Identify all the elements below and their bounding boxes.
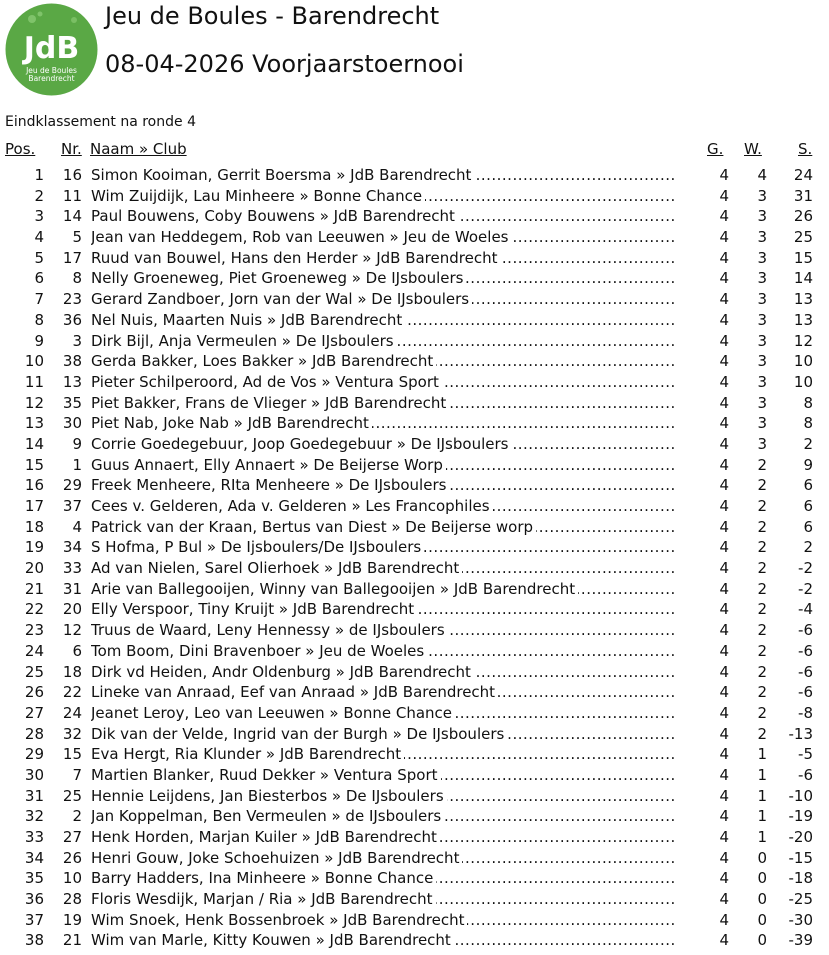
table-row — [0, 475, 829, 496]
row-number: 18 — [62, 662, 82, 681]
row-number: 10 — [62, 869, 82, 888]
row-number: 25 — [62, 786, 82, 805]
row-team-name: Henk Horden, Marjan Kuiler » JdB Barendrecht ..... — [91, 827, 676, 848]
row-games: 4 — [719, 910, 729, 929]
row-wins: 3 — [757, 434, 767, 453]
row-position: 6 — [34, 269, 44, 288]
row-position: 11 — [24, 372, 44, 391]
row-number: 34 — [62, 538, 82, 557]
row-games: 4 — [719, 372, 729, 391]
row-wins: 2 — [757, 703, 767, 722]
row-score: 6 — [803, 476, 813, 495]
col-header-pos: Pos. — [5, 140, 36, 158]
row-number: 38 — [62, 352, 82, 371]
row-team-name: Freek Menheere, RIta Menheere » De IJsboulers ..... — [91, 475, 676, 496]
table-row — [0, 268, 829, 289]
table-row — [0, 744, 829, 765]
row-team-name: Corrie Goedegebuur, Joop Goedegebuur » De IJsboulers ..... — [91, 434, 676, 455]
row-wins: 2 — [757, 641, 767, 660]
row-team-name: Tom Boom, Dini Bravenboer » Jeu de Woeles ..... — [91, 641, 676, 662]
row-score: -2 — [798, 559, 813, 578]
table-row — [0, 848, 829, 869]
row-wins: 2 — [757, 683, 767, 702]
row-team-name: Floris Wesdijk, Marjan / Ria » JdB Barendrecht ..... — [91, 889, 676, 910]
row-position: 5 — [34, 248, 44, 267]
table-row — [0, 786, 829, 807]
row-position: 24 — [24, 641, 44, 660]
row-wins: 0 — [757, 869, 767, 888]
row-score: 10 — [793, 372, 813, 391]
row-team-name: Dirk Bijl, Anja Vermeulen » De IJsboulers ..... — [91, 331, 676, 352]
row-games: 4 — [719, 807, 729, 826]
row-position: 13 — [24, 414, 44, 433]
row-score: -30 — [788, 910, 813, 929]
row-position: 7 — [34, 290, 44, 309]
row-wins: 3 — [757, 331, 767, 350]
row-games: 4 — [719, 559, 729, 578]
row-score: 6 — [803, 497, 813, 515]
row-wins: 3 — [757, 290, 767, 309]
row-wins: 2 — [757, 476, 767, 495]
table-row — [0, 413, 829, 434]
row-number: 4 — [72, 517, 82, 536]
row-wins: 0 — [757, 910, 767, 929]
table-row — [0, 434, 829, 455]
row-score: 8 — [803, 393, 813, 412]
table-row — [0, 930, 829, 951]
row-wins: 3 — [757, 352, 767, 371]
row-position: 34 — [24, 848, 44, 867]
row-number: 7 — [72, 765, 82, 784]
row-games: 4 — [719, 621, 729, 640]
row-score: 26 — [793, 207, 813, 226]
row-score: -13 — [788, 724, 813, 743]
row-position: 28 — [24, 724, 44, 743]
row-position: 36 — [24, 890, 44, 909]
row-team-name: S Hofma, P Bul » De Ijsboulers/De IJsboulers ..... — [91, 537, 676, 558]
row-number: 26 — [62, 848, 82, 867]
club-logo — [4, 2, 99, 97]
row-position: 25 — [24, 662, 44, 681]
row-wins: 1 — [757, 786, 767, 805]
row-games: 4 — [719, 352, 729, 371]
row-team-name: Piet Nab, Joke Nab » JdB Barendrecht ..... — [91, 413, 676, 434]
row-games: 4 — [719, 703, 729, 722]
row-number: 8 — [72, 269, 82, 288]
row-team-name: Dirk vd Heiden, Andr Oldenburg » JdB Barendrecht ..... — [91, 662, 676, 683]
row-score: 31 — [793, 186, 813, 205]
logo-subtext-1: Jeu de Boules — [26, 66, 77, 75]
row-number: 27 — [62, 828, 82, 846]
row-games: 4 — [719, 455, 729, 474]
table-row — [0, 331, 829, 352]
row-score: 14 — [793, 269, 813, 288]
row-score: -6 — [798, 683, 813, 702]
row-games: 4 — [719, 476, 729, 495]
row-team-name: Hennie Leijdens, Jan Biesterbos » De IJsboulers ..... — [91, 786, 676, 807]
row-number: 29 — [62, 476, 82, 495]
row-score: -20 — [788, 828, 813, 846]
row-team-name: Eva Hergt, Ria Klunder » JdB Barendrecht ..... — [91, 744, 676, 765]
row-number: 12 — [62, 621, 82, 640]
row-number: 3 — [72, 331, 82, 350]
row-team-name: Barry Hadders, Ina Minheere » Bonne Chance ..... — [91, 868, 676, 889]
table-row — [0, 703, 829, 724]
row-position: 17 — [24, 497, 44, 515]
row-position: 8 — [34, 310, 44, 329]
row-team-name: Jan Koppelman, Ben Vermeulen » de IJsboulers ..... — [91, 806, 676, 827]
row-position: 27 — [24, 703, 44, 722]
row-position: 4 — [34, 228, 44, 247]
row-number: 1 — [72, 455, 82, 474]
row-wins: 0 — [757, 848, 767, 867]
table-row — [0, 620, 829, 641]
row-position: 31 — [24, 786, 44, 805]
row-number: 11 — [62, 186, 82, 205]
row-team-name: Jean van Heddegem, Rob van Leeuwen » Jeu de Woeles ..... — [91, 227, 676, 248]
row-team-name: Simon Kooiman, Gerrit Boersma » JdB Barendrecht ..... — [91, 165, 676, 186]
table-row — [0, 724, 829, 745]
row-number: 37 — [62, 497, 82, 515]
row-team-name: Wim van Marle, Kitty Kouwen » JdB Barendrecht ..... — [91, 930, 676, 951]
row-wins: 2 — [757, 517, 767, 536]
row-number: 14 — [62, 207, 82, 226]
row-wins: 0 — [757, 931, 767, 950]
row-score: 2 — [803, 434, 813, 453]
row-number: 30 — [62, 414, 82, 433]
logo-text: JdB — [23, 31, 80, 66]
row-games: 4 — [719, 207, 729, 226]
row-team-name: Dik van der Velde, Ingrid van der Burgh » De IJsboulers ..... — [91, 724, 676, 745]
row-team-name: Paul Bouwens, Coby Bouwens » JdB Barendrecht ..... — [91, 206, 676, 227]
row-score: 12 — [793, 331, 813, 350]
row-wins: 3 — [757, 393, 767, 412]
row-team-name: Piet Bakker, Frans de Vlieger » JdB Barendrecht ..... — [91, 393, 676, 414]
row-games: 4 — [719, 600, 729, 619]
table-row — [0, 682, 829, 703]
row-games: 4 — [719, 310, 729, 329]
row-team-name: Wim Zuijdijk, Lau Minheere » Bonne Chance ..... — [91, 186, 676, 207]
row-position: 2 — [34, 186, 44, 205]
row-position: 19 — [24, 538, 44, 557]
row-number: 19 — [62, 910, 82, 929]
row-games: 4 — [719, 414, 729, 433]
row-games: 4 — [719, 828, 729, 846]
row-games: 4 — [719, 931, 729, 950]
row-games: 4 — [719, 683, 729, 702]
row-position: 14 — [24, 434, 44, 453]
table-row — [0, 889, 829, 910]
row-number: 31 — [62, 579, 82, 598]
row-wins: 2 — [757, 600, 767, 619]
row-wins: 2 — [757, 724, 767, 743]
col-header-w: W. — [744, 140, 762, 158]
row-position: 23 — [24, 621, 44, 640]
col-header-nr: Nr. — [61, 140, 82, 158]
row-score: -10 — [788, 786, 813, 805]
row-games: 4 — [719, 497, 729, 515]
row-score: -39 — [788, 931, 813, 950]
row-position: 35 — [24, 869, 44, 888]
row-wins: 1 — [757, 828, 767, 846]
row-team-name: Jeanet Leroy, Leo van Leeuwen » Bonne Chance ..... — [91, 703, 676, 724]
row-score: 2 — [803, 538, 813, 557]
standings-table — [0, 165, 829, 951]
row-score: -8 — [798, 703, 813, 722]
row-wins: 1 — [757, 807, 767, 826]
table-row — [0, 165, 829, 186]
row-games: 4 — [719, 869, 729, 888]
row-games: 4 — [719, 641, 729, 660]
row-team-name: Arie van Ballegooijen, Winny van Ballegooijen » JdB Barendrecht ..... — [91, 579, 676, 600]
row-games: 4 — [719, 186, 729, 205]
row-number: 5 — [72, 228, 82, 247]
row-team-name: Ad van Nielen, Sarel Olierhoek » JdB Barendrecht ..... — [91, 558, 676, 579]
row-position: 38 — [24, 931, 44, 950]
table-row — [0, 537, 829, 558]
club-title: Jeu de Boules - Barendrecht — [105, 2, 440, 30]
row-wins: 3 — [757, 207, 767, 226]
table-row — [0, 579, 829, 600]
event-title: 08-04-2026 Voorjaarstoernooi — [105, 50, 464, 78]
row-games: 4 — [719, 434, 729, 453]
row-games: 4 — [719, 331, 729, 350]
row-position: 26 — [24, 683, 44, 702]
row-wins: 3 — [757, 228, 767, 247]
row-wins: 2 — [757, 538, 767, 557]
col-header-s: S. — [798, 140, 813, 158]
table-row — [0, 599, 829, 620]
row-score: 24 — [793, 166, 813, 184]
row-position: 18 — [24, 517, 44, 536]
row-games: 4 — [719, 724, 729, 743]
row-wins: 1 — [757, 765, 767, 784]
row-position: 32 — [24, 807, 44, 826]
table-row — [0, 806, 829, 827]
table-row — [0, 289, 829, 310]
row-wins: 1 — [757, 745, 767, 764]
row-wins: 3 — [757, 248, 767, 267]
table-row — [0, 310, 829, 331]
row-team-name: Martien Blanker, Ruud Dekker » Ventura Sport ..... — [91, 765, 676, 786]
row-position: 1 — [34, 166, 44, 184]
table-row — [0, 662, 829, 683]
row-team-name: Nel Nuis, Maarten Nuis » JdB Barendrecht ..... — [91, 310, 676, 331]
table-row — [0, 186, 829, 207]
row-position: 29 — [24, 745, 44, 764]
row-position: 21 — [24, 579, 44, 598]
row-position: 22 — [24, 600, 44, 619]
row-position: 10 — [24, 352, 44, 371]
row-games: 4 — [719, 745, 729, 764]
row-position: 9 — [34, 331, 44, 350]
row-wins: 3 — [757, 186, 767, 205]
row-wins: 2 — [757, 621, 767, 640]
row-wins: 2 — [757, 662, 767, 681]
row-games: 4 — [719, 890, 729, 909]
row-score: -4 — [798, 600, 813, 619]
row-wins: 3 — [757, 414, 767, 433]
row-team-name: Gerda Bakker, Loes Bakker » JdB Barendrecht ..... — [91, 351, 676, 372]
row-team-name: Ruud van Bouwel, Hans den Herder » JdB Barendrecht ..... — [91, 248, 676, 269]
row-position: 3 — [34, 207, 44, 226]
standings-subtitle: Eindklassement na ronde 4 — [5, 114, 196, 130]
table-row — [0, 455, 829, 476]
row-team-name: Gerard Zandboer, Jorn van der Wal » De IJsboulers ..... — [91, 289, 676, 310]
row-number: 23 — [62, 290, 82, 309]
row-number: 32 — [62, 724, 82, 743]
row-wins: 2 — [757, 497, 767, 515]
table-row — [0, 910, 829, 931]
row-number: 6 — [72, 641, 82, 660]
row-games: 4 — [719, 848, 729, 867]
row-score: -6 — [798, 621, 813, 640]
row-team-name: Elly Verspoor, Tiny Kruijt » JdB Barendrecht ..... — [91, 599, 676, 620]
table-row — [0, 372, 829, 393]
row-wins: 3 — [757, 372, 767, 391]
row-position: 37 — [24, 910, 44, 929]
row-position: 33 — [24, 828, 44, 846]
row-team-name: Wim Snoek, Henk Bossenbroek » JdB Barendrecht ..... — [91, 910, 676, 931]
row-score: -2 — [798, 579, 813, 598]
row-games: 4 — [719, 228, 729, 247]
row-position: 15 — [24, 455, 44, 474]
row-wins: 2 — [757, 559, 767, 578]
row-score: 25 — [793, 228, 813, 247]
table-row — [0, 641, 829, 662]
table-row — [0, 558, 829, 579]
row-games: 4 — [719, 786, 729, 805]
row-games: 4 — [719, 393, 729, 412]
row-games: 4 — [719, 290, 729, 309]
row-wins: 2 — [757, 455, 767, 474]
row-number: 20 — [62, 600, 82, 619]
row-number: 2 — [72, 807, 82, 826]
col-header-g: G. — [707, 140, 724, 158]
row-score: -6 — [798, 765, 813, 784]
row-team-name: Guus Annaert, Elly Annaert » De Beijerse Worp ..... — [91, 455, 676, 476]
row-score: 9 — [803, 455, 813, 474]
row-team-name: Cees v. Gelderen, Ada v. Gelderen » Les Francophiles ..... — [91, 496, 676, 517]
row-team-name: Truus de Waard, Leny Hennessy » de IJsboulers ..... — [91, 620, 676, 641]
logo-subtext-2: Barendrecht — [28, 74, 75, 83]
table-row — [0, 351, 829, 372]
row-wins: 3 — [757, 269, 767, 288]
row-team-name: Lineke van Anraad, Eef van Anraad » JdB Barendrecht ..... — [91, 682, 676, 703]
table-row — [0, 517, 829, 538]
row-team-name: Henri Gouw, Joke Schoehuizen » JdB Barendrecht ..... — [91, 848, 676, 869]
row-number: 13 — [62, 372, 82, 391]
row-games: 4 — [719, 662, 729, 681]
row-score: -6 — [798, 662, 813, 681]
row-number: 22 — [62, 683, 82, 702]
row-games: 4 — [719, 538, 729, 557]
table-row — [0, 496, 829, 517]
row-wins: 3 — [757, 310, 767, 329]
row-score: 8 — [803, 414, 813, 433]
row-games: 4 — [719, 517, 729, 536]
row-number: 24 — [62, 703, 82, 722]
table-row — [0, 827, 829, 848]
row-score: 6 — [803, 517, 813, 536]
row-number: 15 — [62, 745, 82, 764]
row-score: -6 — [798, 641, 813, 660]
row-team-name: Nelly Groeneweg, Piet Groeneweg » De IJsboulers ..... — [91, 268, 676, 289]
table-row — [0, 765, 829, 786]
row-wins: 0 — [757, 890, 767, 909]
row-position: 12 — [24, 393, 44, 412]
row-number: 21 — [62, 931, 82, 950]
row-team-name: Patrick van der Kraan, Bertus van Diest » De Beijerse worp ..... — [91, 517, 676, 538]
row-score: -18 — [788, 869, 813, 888]
row-games: 4 — [719, 248, 729, 267]
row-position: 16 — [24, 476, 44, 495]
row-score: 15 — [793, 248, 813, 267]
table-row — [0, 393, 829, 414]
row-number: 35 — [62, 393, 82, 412]
row-games: 4 — [719, 166, 729, 184]
row-games: 4 — [719, 765, 729, 784]
row-wins: 4 — [757, 166, 767, 184]
table-row — [0, 206, 829, 227]
row-score: -19 — [788, 807, 813, 826]
col-header-naam: Naam » Club — [90, 140, 187, 158]
row-score: -5 — [798, 745, 813, 764]
row-score: 13 — [793, 310, 813, 329]
row-number: 33 — [62, 559, 82, 578]
table-row — [0, 868, 829, 889]
row-position: 30 — [24, 765, 44, 784]
row-wins: 2 — [757, 579, 767, 598]
row-score: -25 — [788, 890, 813, 909]
row-number: 28 — [62, 890, 82, 909]
row-number: 36 — [62, 310, 82, 329]
row-games: 4 — [719, 579, 729, 598]
row-score: 13 — [793, 290, 813, 309]
row-games: 4 — [719, 269, 729, 288]
row-score: 10 — [793, 352, 813, 371]
row-number: 17 — [62, 248, 82, 267]
row-team-name: Pieter Schilperoord, Ad de Vos » Ventura Sport ..... — [91, 372, 676, 393]
row-position: 20 — [24, 559, 44, 578]
row-score: -15 — [788, 848, 813, 867]
row-number: 9 — [72, 434, 82, 453]
table-row — [0, 248, 829, 269]
row-number: 16 — [62, 166, 82, 184]
table-row — [0, 227, 829, 248]
